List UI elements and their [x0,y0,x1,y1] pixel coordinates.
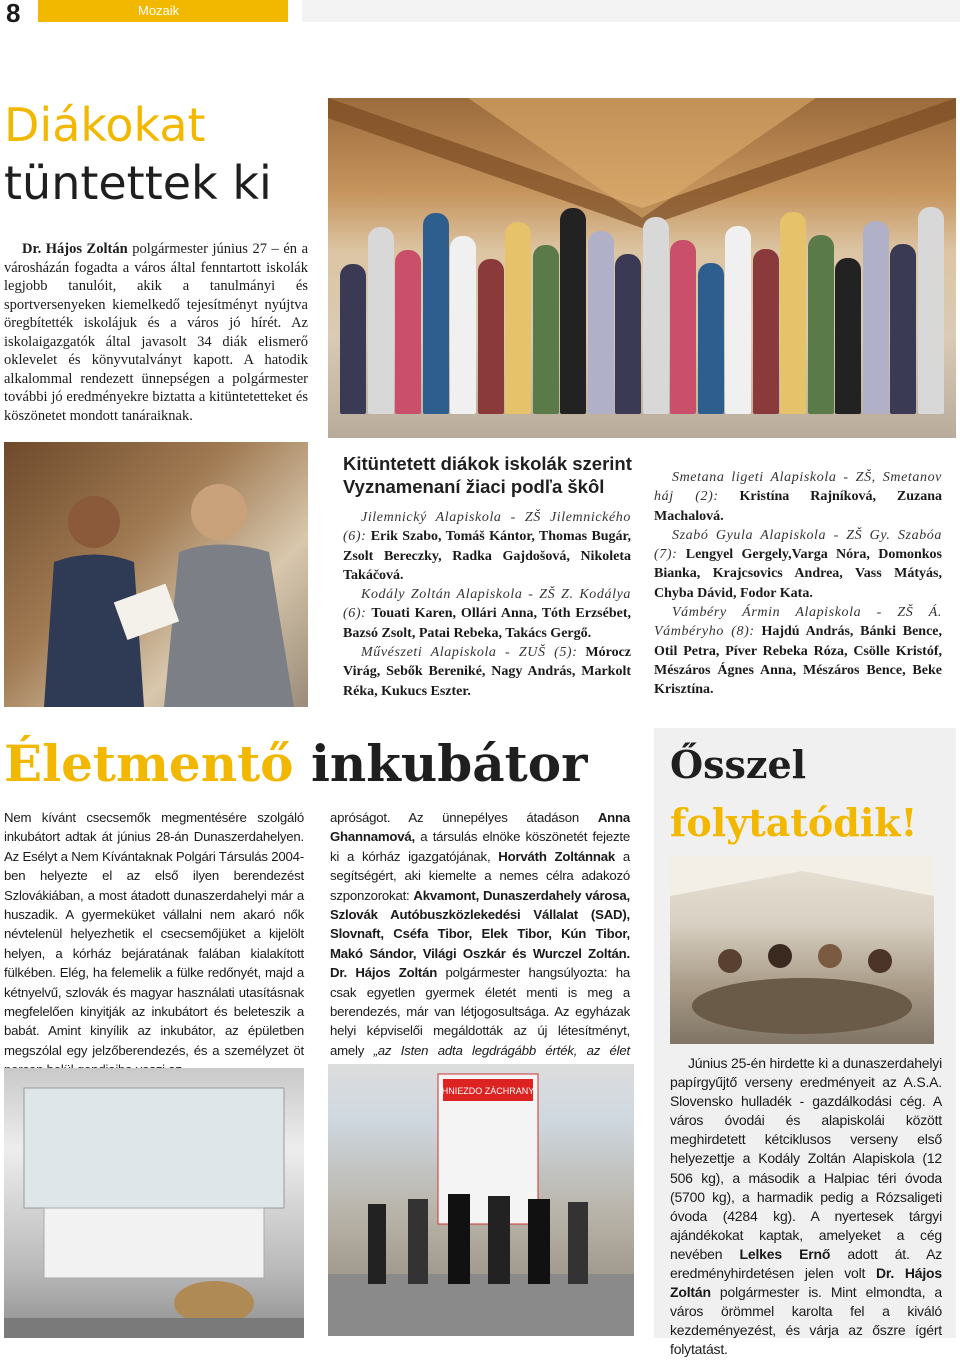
student-figure [505,222,531,414]
student-figure [478,259,504,414]
list-item: Művészeti Alapiskola - ZUŠ (5): Mórocz Virág, Sebők Bereniké, Nagy András, Markolt Réka, Kukucs Eszter. [343,645,632,699]
student-figure [918,207,944,414]
section-bar [38,0,288,22]
page-number: 8 [6,0,21,28]
student-figure [890,244,916,414]
list-item: Vámbéry Ármin Alapiskola - ZŠ Á. Vámbéryho (8): Hajdú András, Bánki Bence, Otil Petra, Píver Rebeka Róza, Csölle Kristóf, Mészáros Ágnes Anna, Mészáros Bence, Beke Krisztína. [654,605,942,698]
article1-title [4,96,324,212]
article1-body-lead: Dr. Hájos Zoltán [22,241,128,257]
awarded-list-left [343,508,631,701]
article2-title-part1: Életmentő [4,734,294,793]
list-item: Kodály Zoltán Alapiskola - ZŠ Z. Kodálya (6): Touati Karen, Ollári Anna, Tóth Erzsébet, Bazsó Zsolt, Patai Rebeka, Takács Gergő. [343,587,632,641]
article3-title-line1: Ősszel [670,742,807,787]
article3-title-line2: folytatódik! [670,800,918,845]
student-figure [780,212,806,414]
student-figure [753,249,779,414]
student-figure [340,264,366,414]
student-figure [725,226,751,414]
student-figure [423,213,449,414]
list-item: Smetana ligeti Alapiskola - ZŠ, Smetanov háj (2): Kristína Rajníková, Zuzana Machalová. [654,470,943,524]
student-figure [808,235,834,414]
article1-body [4,240,308,425]
award-handshake-graphic [4,442,308,707]
student-figure [863,221,889,414]
ceremony-photo [328,1064,634,1336]
incubator-graphic [4,1068,304,1338]
student-figure [450,236,476,414]
student-figure [698,263,724,414]
awarded-list-title: Kitüntetett diákok iskolák szerint Vyznamenaní žiaci podľa škôl [343,453,632,497]
sign-text: HNIEZDO ZÁCHRANY [441,1086,535,1096]
ceremony-graphic [328,1064,634,1336]
group-photo [328,98,956,438]
student-figure [670,240,696,414]
student-figure [835,258,861,414]
incubator-photo [4,1068,304,1338]
awarded-list-right [654,468,942,700]
article3-body: Június 25-én hirdette ki a dunaszerdahelyi papírgyűjtő verseny eredményeit az A.S.A. Slovensko hulladék - gazdálkodási cég. A város óvodái és alapiskolái között meghirdetett kétciklusos verseny első helyezettje a Kodály Zoltán Alapiskola (12 506 kg), a második a Halpiac téri óvoda (5700 kg), a harmadik pedig a Rózsaligeti óvoda (4284 kg). A nyertesek tárgyi ajándékokat kaptak, amelyeket a cég nevében Lelkes Ernő adott át. Az eredményhirdetésen jelen volt Dr. Hájos Zoltán polgármester is. Mint elmondta, a város örömmel karolta fel a kiváló kezdeményezést, és várja az őszre ígért folytatást. [670,1055,943,1358]
student-figure [615,254,641,414]
roof-beams-graphic [328,98,956,228]
article2-col-left: Nem kívánt csecsemők megmentésére szolgáló inkubátort adtak át június 28-án Dunaszerdahelyen. Az Esélyt a Nem Kívántaknak Polgári Társulás 2004-ben helyezte el az első ilyen berendezést Szlovákiában, a most átadott dunaszerdahelyi már a huszadik. A gyermeküket vállalni nem akaró nők névtelenül helyezhetik el csecsemőjüket a kijelölt helyen, a kórház bejáratának falában kialakított fülkében. Elég, ha felemelik a fülke redőnyét, majd a kétnyelvű, szlovák és magyar használati utasításnak megfelelően kinyitják az inkubátort és beleteszik a babát. Amint kinyílik az inkubátor, az épületben megszólal egy jelzőberendezés, és a személyzet öt [4,810,304,1058]
student-figure [643,217,669,414]
article2-title-part2: inkubátor [293,734,588,793]
list-item: Jilemnický Alapiskola - ZŠ Jilemnického (6): Erik Szabo, Tomáš Kántor, Thomas Bugár, Zsolt Bereczky, Radka Gajdošová, Nikoleta Takáčová. [343,510,631,583]
meeting-graphic [670,856,934,1044]
article1-body-text: polgármester június 27 – én a városházán fogadta a város által fenntartott iskolák legjobb tanulóit, akik a tanulmányi és sportversenyeken kiemelkedő tejesítményt nyújtva öregbítették iskolájuk és a város jó hírét. Az iskolaigazgatók által javasolt 34 diák elismerő oklevelet és könyvutalványt kapott. A hatodik alkalommal rendezett ünnepségen a polgármester további jó eredményekre biztatta a kitüntetetteket és köszönetet mondott tanáraiknak. [4,241,308,424]
student-figure [395,250,421,414]
student-figure [588,231,614,414]
article2-col-right: apróságot. Az ünnepélyes átadáson Anna Ghannamová, a társulás elnöke köszönetét fejezte ki a kórház igazgatójának, Horváth Zoltánnak a segítségért, aki kiemelte a nemes célra adakozó szponzorokat: Akvamont, Dunaszerdahely városa, Szlovák Autóbuszközlekedési Vállalat (SAD), Slovnaft, Cséfa Tibor, Elek Tibor, Kún Tibor, Makó Sándor, Világi Oszkár és Wurczel Zoltán. Dr. Hájos Zoltán polgármester hangsúlyozta: ha csak egyetlen gyermek életét menti is meg a berendezés, már van létjogosultsága. Az egyházak helyi képviselői megáldották az új létesítményt, amely „az Isten adta legdrágább érték, az élet [330,810,630,1058]
award-photo [4,442,308,707]
student-figure [368,227,394,414]
article1-title-line2: tüntettek ki [4,156,272,210]
list-item: Szabó Gyula Alapiskola - ZŠ Gy. Szabóa (7): Lengyel Gergely,Varga Nóra, Domonkos Bianka, Krajcsovics Andrea, Vass Mátyás, Chyba Dávid, Fodor Kata. [654,527,942,601]
article2-title [4,734,587,794]
meeting-photo [670,856,934,1044]
article3-title [670,736,950,852]
section-label: Mozaik [138,3,180,18]
student-figure [560,208,586,414]
student-figure [533,245,559,414]
header-bar [302,0,960,22]
article1-title-line1: Diákokat [4,98,206,152]
